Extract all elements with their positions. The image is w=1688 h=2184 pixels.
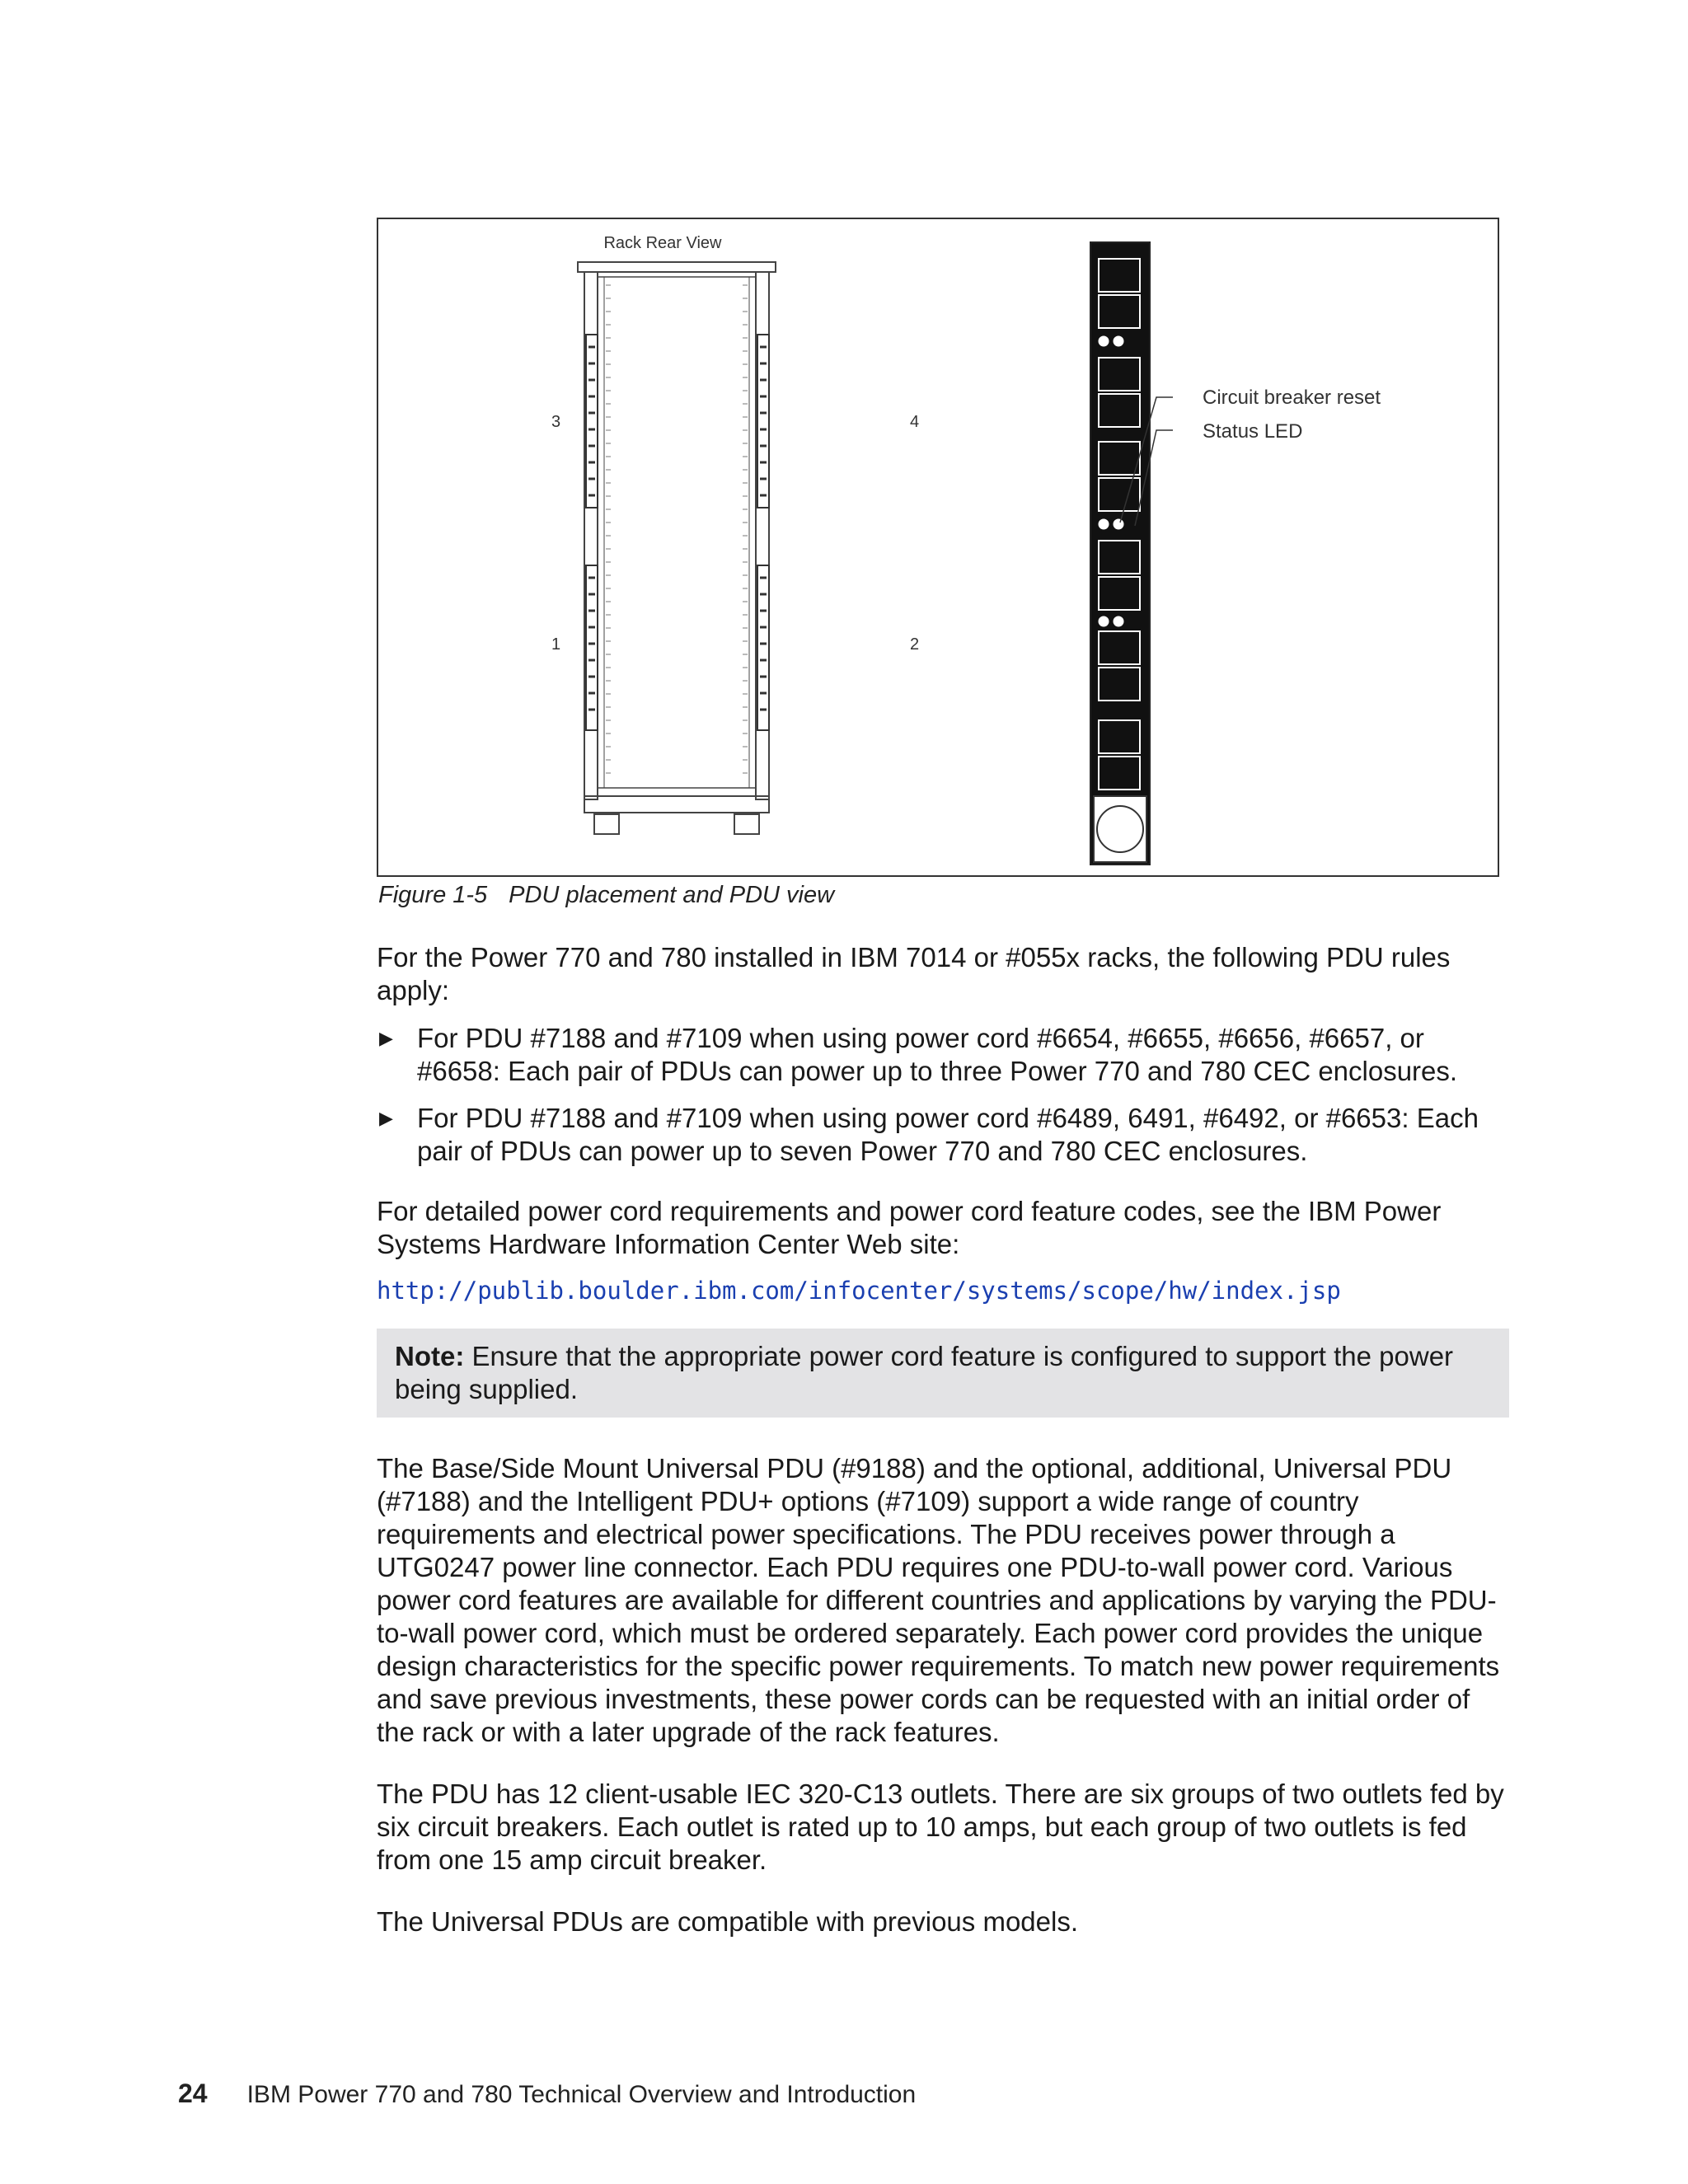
infocenter-link[interactable]: http://publib.boulder.ibm.com/infocenter/systems/scope/hw/index.jsp: [377, 1277, 1341, 1305]
book-title: IBM Power 770 and 780 Technical Overview and Introduction: [246, 2081, 917, 2108]
bullet-item: [377, 1102, 1514, 1168]
rack-pdu-1: [586, 565, 598, 730]
page-footer: [178, 2079, 916, 2109]
bullet-text: For PDU #7188 and #7109 when using power cord #6489, 6491, #6492, or #6653: Each pair of PDUs can power up to seven Power 770 and 780 CEC enclosures.: [417, 1103, 1479, 1166]
triangle-bullet-icon: ▶: [379, 1108, 393, 1128]
compat-paragraph: The Universal PDUs are compatible with previous models.: [377, 1906, 1079, 1937]
detail-paragraph: For detailed power cord requirements and power cord feature codes, see the IBM Power Systems Hardware Information Center Web site:: [377, 1196, 1442, 1259]
note-label: Note:: [395, 1341, 465, 1371]
slot-label-3: 3: [551, 413, 561, 431]
rack-rail-ticks: [606, 285, 748, 773]
page-number: 24: [178, 2079, 208, 2108]
rack-frame: [578, 262, 776, 834]
pdu-front-view: [1090, 242, 1150, 865]
note-box: [377, 1329, 1509, 1418]
callout-circuit-breaker-reset: Circuit breaker reset: [1203, 387, 1381, 409]
intro-paragraph: For the Power 770 and 780 installed in IBM 7014 or #055x racks, the following PDU rules apply:: [377, 942, 1451, 1005]
slot-label-1: 1: [551, 635, 561, 654]
bullet-text: For PDU #7188 and #7109 when using power cord #6654, #6655, #6656, #6657, or #6658: Each pair of PDUs can power up to three Power 770 and 780 CEC enclosures.: [417, 1023, 1458, 1086]
pdu-diagram: [378, 219, 1498, 875]
slot-label-4: 4: [910, 413, 920, 431]
figure-number: Figure 1-5: [378, 882, 488, 908]
figure-pdu-placement: [377, 218, 1499, 877]
callout-status-led: Status LED: [1203, 420, 1303, 443]
outlets-paragraph: The PDU has 12 client-usable IEC 320-C13 outlets. There are six groups of two outlets fed by six circuit breakers. Each outlet is rated up to 10 amps, but each group of two outlets is fed from one 15 amp circuit breaker.: [377, 1779, 1504, 1875]
base-side-paragraph: The Base/Side Mount Universal PDU (#9188) and the optional, additional, Universal PDU (#7188) and the Intelligent PDU+ options (#7109) support a wide range of country requirements and electrical power specifications. The PDU receives power through a UTG0247 power line connector. Each PDU requires one PDU-to-wall power cord. Various power cord features are available for different countries and applications by varying the PDU-to-wall power cord, which must be ordered separately. Each power cord provides the unique design characteristics for the specific power requirements. To match new power requirements and save previous investments, these power cords can be requested with an initial order of the rack or with a later upgrade of the rack features.: [377, 1453, 1500, 1747]
rack-title: Rack Rear View: [603, 234, 722, 252]
rack-pdu-2: [757, 565, 769, 730]
triangle-bullet-icon: ▶: [379, 1028, 393, 1048]
note-text: Ensure that the appropriate power cord feature is configured to support the power being supplied.: [395, 1341, 1454, 1404]
figure-title: PDU placement and PDU view: [509, 882, 835, 908]
slot-label-2: 2: [910, 635, 920, 654]
rack-pdu-4: [757, 335, 769, 508]
bullet-item: [377, 1022, 1514, 1088]
figure-caption: [378, 882, 834, 909]
rack-pdu-3: [586, 335, 598, 508]
